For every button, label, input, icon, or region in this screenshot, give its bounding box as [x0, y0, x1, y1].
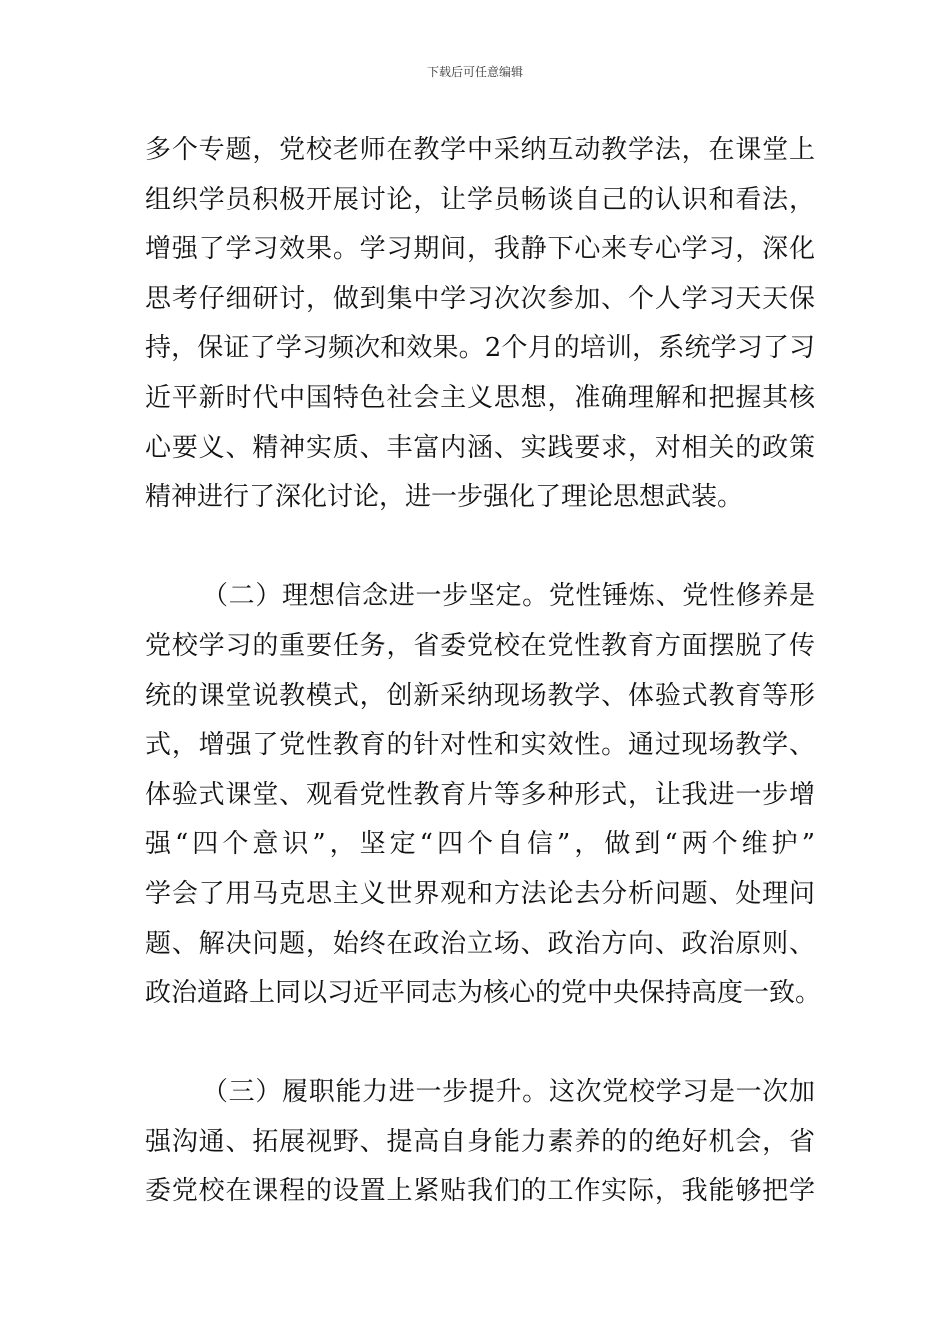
document-body: [145, 126, 822, 1217]
text-line: （三）履职能力进一步提升。这次党校学习是一次加: [202, 1077, 815, 1108]
text-line: 思考仔细研讨，做到集中学习次次参加、个人学习天天保: [145, 283, 815, 314]
text-line: 强沟通、拓展视野、提高自身能力素养的的绝好机会，省: [145, 1126, 815, 1157]
text-line: 体验式课堂、观看党性教育片等多种形式，让我进一步增: [145, 779, 815, 810]
text-line: 强“四个意识”，坚定“四个自信”，做到“两个维护”: [145, 829, 815, 860]
paragraph-gap: [145, 1019, 815, 1069]
text-line: 心要义、精神实质、丰富内涵、实践要求，对相关的政策: [145, 432, 815, 463]
text-line: （二）理想信念进一步坚定。党性锤炼、党性修养是: [202, 581, 815, 612]
text-line: 委党校在课程的设置上紧贴我们的工作实际，我能够把学: [145, 1176, 815, 1207]
text-line: 组织学员积极开展讨论，让学员畅谈自己的认识和看法，: [145, 184, 815, 215]
text-line: 多个专题，党校老师在教学中采纳互动教学法，在课堂上: [145, 135, 815, 165]
paragraph-2: [145, 572, 822, 1018]
page-header: 下载后可任意编辑: [426, 65, 523, 79]
text-line: 党校学习的重要任务，省委党校在党性教育方面摆脱了传: [145, 630, 815, 661]
text-line: 精神进行了深化讨论，进一步强化了理论思想武装。: [145, 482, 744, 513]
text-line: 近平新时代中国特色社会主义思想，准确理解和把握其核: [145, 382, 815, 413]
paragraph-3: [145, 1068, 815, 1217]
text-line: 政治道路上同以习近平同志为核心的党中央保持高度一致。: [145, 978, 822, 1009]
text-line: 统的课堂说教模式，创新采纳现场教学、体验式教育等形: [145, 680, 815, 711]
text-line: 增强了学习效果。学习期间，我静下心来专心学习，深化: [145, 234, 815, 265]
text-line: 持，保证了学习频次和效果。2个月的培训，系统学习了习: [145, 333, 815, 364]
text-line: 题、解决问题，始终在政治立场、政治方向、政治原则、: [145, 928, 815, 959]
paragraph-gap: [145, 523, 815, 573]
paragraph-1: [145, 126, 815, 523]
text-line: 式，增强了党性教育的针对性和实效性。通过现场教学、: [145, 730, 815, 761]
text-line: 学会了用马克思主义世界观和方法论去分析问题、处理问: [145, 878, 815, 909]
